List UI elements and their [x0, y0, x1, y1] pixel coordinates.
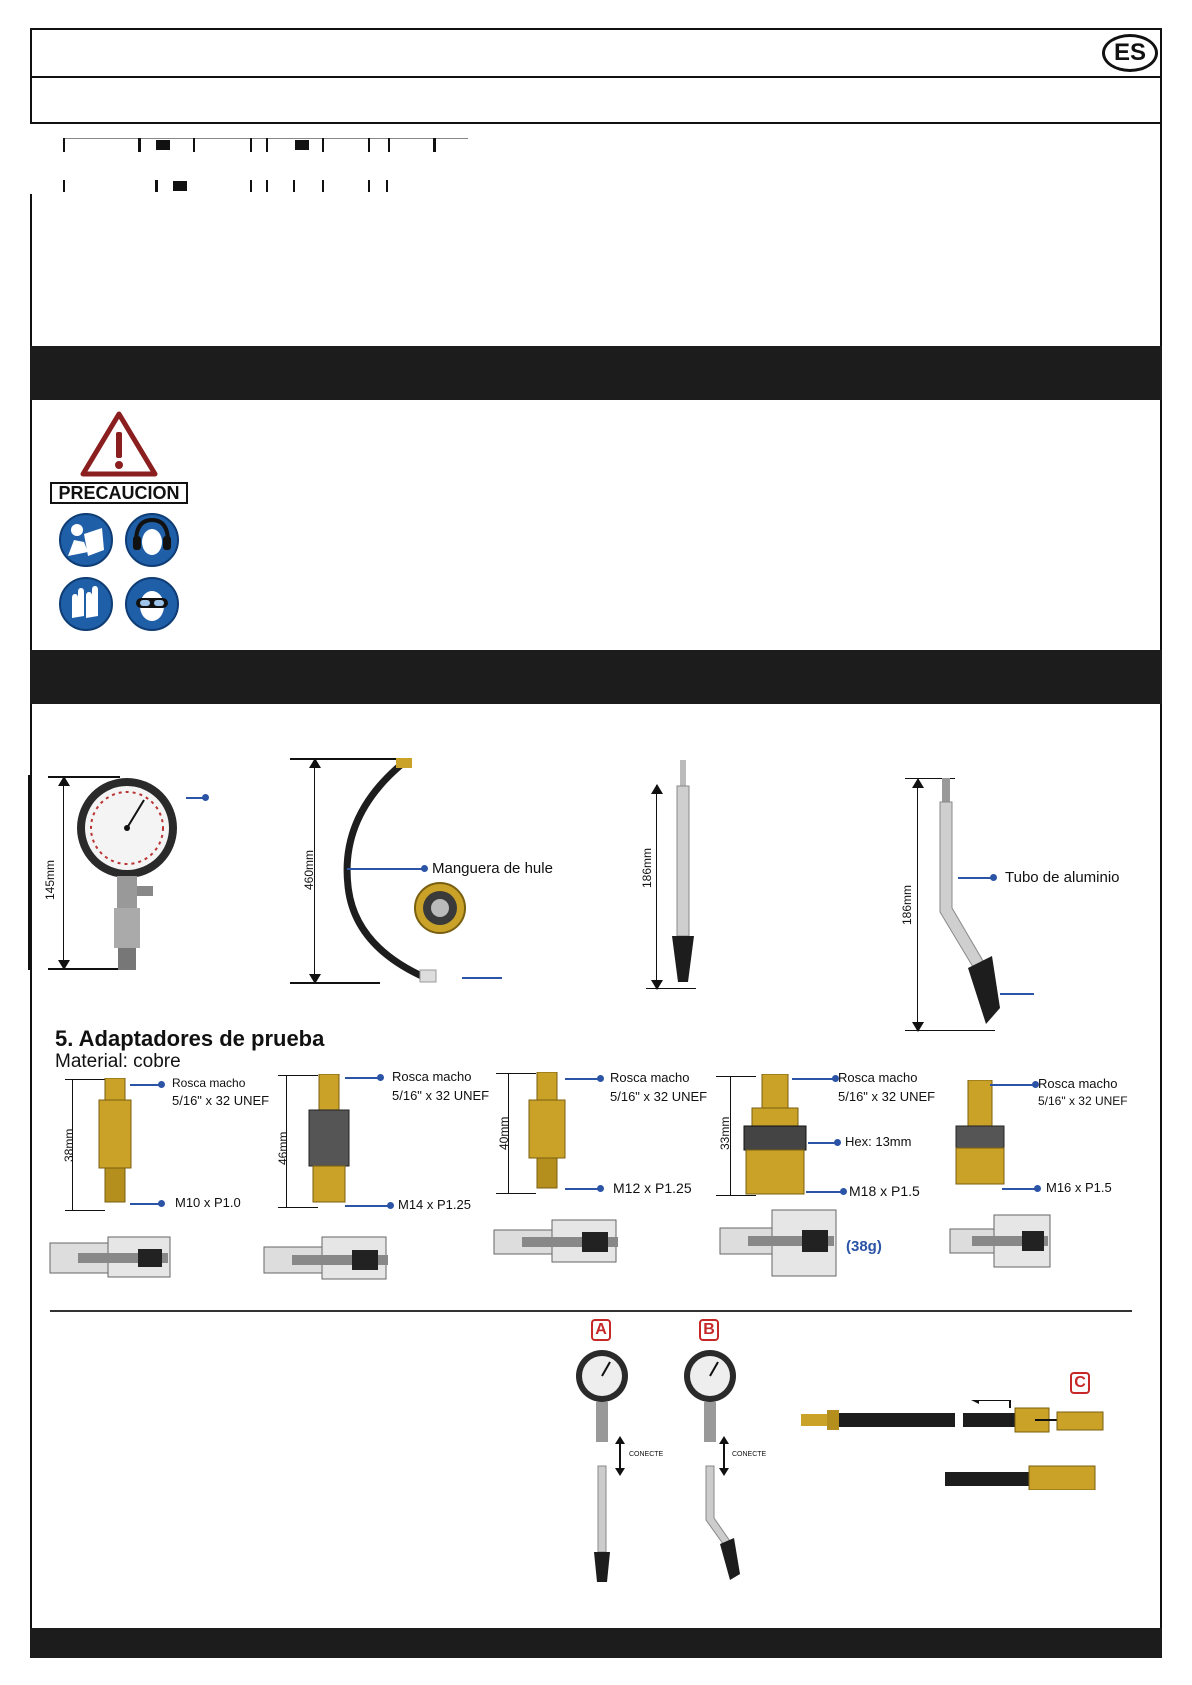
adapter-2-icon	[305, 1074, 353, 1208]
adapters-material: Material: cobre	[55, 1051, 181, 1072]
pressure-gauge-icon	[72, 776, 182, 972]
adapter-3-cross-section	[492, 1218, 626, 1264]
ear-protection-icon	[124, 512, 180, 568]
language-badge: ES	[1102, 34, 1158, 72]
connect-arrow-a-icon	[614, 1436, 626, 1476]
adapter-3-icon	[525, 1072, 569, 1194]
adapter-5-top-thread: 5/16" x 32 UNEF	[1038, 1094, 1128, 1108]
adapter-4-top-thread: 5/16" x 32 UNEF	[838, 1089, 936, 1104]
adapter-1-top-thread: 5/16" x 32 UNEF	[172, 1093, 270, 1108]
adapter-5-icon	[950, 1080, 1010, 1190]
caution-label: PRECAUCION	[50, 482, 188, 504]
straight-aluminum-tube-icon	[664, 760, 704, 992]
adapter-weight-note: (38g)	[846, 1238, 882, 1255]
adapter-2-bottom-label: M14 x P1.25	[398, 1197, 471, 1212]
hose-dimension: 460mm	[302, 849, 316, 890]
adapter-4-height: 33mm	[718, 1116, 732, 1150]
adapter-2-top-thread: 5/16" x 32 UNEF	[392, 1088, 490, 1103]
bent-tube-label: Tubo de aluminio	[1005, 869, 1120, 886]
assembly-c-hose-adapter	[795, 1400, 1111, 1490]
section-bar-2	[30, 650, 1162, 704]
title-row	[30, 28, 1162, 78]
adapter-2-cross-section	[262, 1235, 396, 1281]
adapter-4-bottom-label: M18 x P1.5	[849, 1183, 920, 1199]
gauge-dimension: 145mm	[43, 859, 57, 900]
adapter-1-cross-section	[48, 1233, 180, 1281]
adapter-5-cross-section	[948, 1213, 1056, 1269]
adapters-title: 5. Adaptadores de prueba	[55, 1026, 325, 1051]
adapter-4-icon	[740, 1074, 810, 1198]
adapter-5-bottom-label: M16 x P1.5	[1046, 1180, 1112, 1195]
bent-tube-dimension: 186mm	[900, 884, 914, 925]
adapter-3-top-label: Rosca macho	[610, 1070, 690, 1085]
section-divider	[50, 1310, 1132, 1312]
section-bar-1	[30, 346, 1162, 400]
adapter-3-bottom-label: M12 x P1.25	[613, 1180, 692, 1196]
assembly-badge-b: B	[699, 1319, 719, 1341]
adapter-2-top-label: Rosca macho	[392, 1069, 472, 1084]
adapter-5-top-label: Rosca macho	[1038, 1076, 1118, 1091]
adapter-4-hex: Hex: 13mm	[845, 1134, 912, 1149]
adapter-4-cross-section	[718, 1208, 842, 1278]
connect-label-a: CONECTE	[629, 1451, 664, 1458]
assembly-badge-a: A	[591, 1319, 611, 1341]
connect-label-b: CONECTE	[732, 1451, 767, 1458]
subtitle-row	[30, 76, 1162, 124]
straight-tube-dimension: 186mm	[640, 847, 654, 888]
adapter-1-height: 38mm	[62, 1128, 76, 1162]
assembly-badge-c: C	[1070, 1372, 1090, 1394]
adapter-1-top-label: Rosca macho	[172, 1076, 246, 1090]
connect-arrow-b-icon	[718, 1436, 730, 1476]
adapter-2-height: 46mm	[276, 1131, 290, 1165]
hose-end-icon	[412, 880, 468, 936]
adapter-3-height: 40mm	[497, 1116, 511, 1150]
adapter-1-icon	[95, 1078, 135, 1210]
section-bar-footer	[30, 1628, 1162, 1658]
hose-label: Manguera de hule	[432, 860, 553, 877]
read-manual-icon	[58, 512, 114, 568]
adapter-4-top-label: Rosca macho	[838, 1070, 918, 1085]
safety-goggles-icon	[124, 576, 180, 632]
warning-triangle-icon	[80, 410, 158, 478]
assembly-b-gauge-bent-tube	[680, 1348, 750, 1588]
bent-aluminum-tube-icon	[930, 778, 1010, 1030]
adapter-1-bottom-label: M10 x P1.0	[175, 1195, 241, 1210]
adapter-3-top-thread: 5/16" x 32 UNEF	[610, 1089, 708, 1104]
gloves-icon	[58, 576, 114, 632]
